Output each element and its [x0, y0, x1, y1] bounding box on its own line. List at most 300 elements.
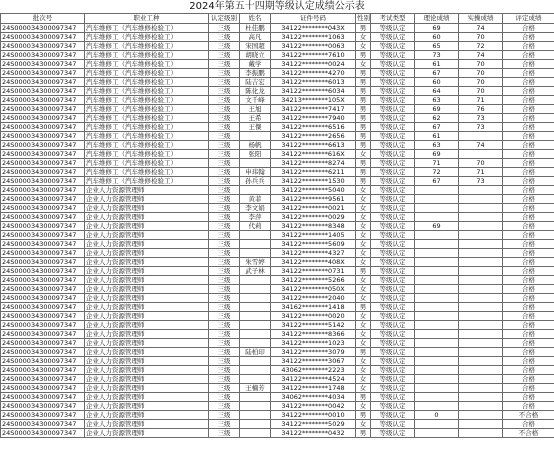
exam-type-cell: 等级认定 — [371, 96, 415, 105]
batch-cell: 24S000034300097347 — [1, 159, 85, 168]
table-row — [1, 177, 554, 186]
practical-score-cell — [459, 213, 503, 222]
gender-cell: 男 — [356, 168, 371, 177]
id-number-cell: 34122********6516 — [271, 123, 356, 132]
batch-cell: 24S000034300097347 — [1, 402, 85, 411]
table-row — [1, 294, 554, 303]
practical-score-cell — [459, 366, 503, 375]
gender-cell: 男 — [356, 87, 371, 96]
occupation-cell: 企业人力资源管理师 — [85, 276, 209, 285]
level-cell: 三级 — [209, 78, 240, 87]
practical-score-cell: 70 — [459, 159, 503, 168]
gender-cell: 女 — [356, 213, 371, 222]
practical-score-cell — [459, 429, 503, 438]
level-cell: 三级 — [209, 375, 240, 384]
exam-type-cell: 等级认定 — [371, 195, 415, 204]
result-cell: 合格 — [503, 24, 554, 33]
result-cell: 不合格 — [503, 429, 554, 438]
exam-type-cell: 等级认定 — [371, 168, 415, 177]
name-cell — [240, 240, 271, 249]
name-cell — [240, 321, 271, 330]
result-cell: 合格 — [503, 276, 554, 285]
level-cell: 三级 — [209, 42, 240, 51]
gender-cell: 女 — [356, 258, 371, 267]
practical-score-cell — [459, 312, 503, 321]
id-number-cell: 34122********0010 — [271, 411, 356, 420]
gender-cell: 男 — [356, 96, 371, 105]
table-row — [1, 267, 554, 276]
practical-score-cell — [459, 240, 503, 249]
batch-cell: 24S000034300097347 — [1, 429, 85, 438]
practical-score-cell: 71 — [459, 96, 503, 105]
level-cell: 三级 — [209, 114, 240, 123]
result-cell: 合格 — [503, 186, 554, 195]
batch-cell: 24S000034300097347 — [1, 375, 85, 384]
name-cell: 武子林 — [240, 267, 271, 276]
theory-score-cell — [415, 195, 459, 204]
practical-score-cell: 70 — [459, 60, 503, 69]
level-cell: 三级 — [209, 105, 240, 114]
table-row — [1, 141, 554, 150]
table-row — [1, 240, 554, 249]
level-cell: 三级 — [209, 330, 240, 339]
gender-cell: 女 — [356, 420, 371, 429]
exam-type-cell: 等级认定 — [371, 375, 415, 384]
exam-type-cell: 等级认定 — [371, 204, 415, 213]
id-number-cell: 34122********0731 — [271, 267, 356, 276]
occupation-cell: 企业人力资源管理师 — [85, 285, 209, 294]
level-cell: 三级 — [209, 312, 240, 321]
result-cell: 合格 — [503, 222, 554, 231]
id-number-cell: 34122********8348 — [271, 222, 356, 231]
occupation-cell: 汽车维修工（汽车维修检验工） — [85, 159, 209, 168]
table-row — [1, 402, 554, 411]
exam-type-cell: 等级认定 — [371, 249, 415, 258]
batch-cell: 24S000034300097347 — [1, 231, 85, 240]
batch-cell: 24S000034300097347 — [1, 411, 85, 420]
practical-score-cell — [459, 195, 503, 204]
level-cell: 三级 — [209, 186, 240, 195]
practical-score-cell — [459, 150, 503, 159]
theory-score-cell — [415, 339, 459, 348]
name-cell: 宋国超 — [240, 42, 271, 51]
name-cell: 孙兵兵 — [240, 177, 271, 186]
batch-cell: 24S000034300097347 — [1, 213, 85, 222]
level-cell: 三级 — [209, 231, 240, 240]
exam-type-cell: 等级认定 — [371, 411, 415, 420]
batch-cell: 24S000034300097347 — [1, 330, 85, 339]
exam-type-cell: 等级认定 — [371, 231, 415, 240]
gender-cell: 女 — [356, 384, 371, 393]
name-cell — [240, 249, 271, 258]
name-cell — [240, 231, 271, 240]
header-row — [1, 14, 554, 24]
result-cell: 合格 — [503, 348, 554, 357]
occupation-cell: 企业人力资源管理师 — [85, 402, 209, 411]
name-cell — [240, 294, 271, 303]
table-row — [1, 384, 554, 393]
result-cell: 合格 — [503, 384, 554, 393]
practical-score-cell: 70 — [459, 69, 503, 78]
gender-cell: 男 — [356, 348, 371, 357]
gender-cell: 女 — [356, 231, 371, 240]
gender-cell: 男 — [356, 159, 371, 168]
result-cell: 合格 — [503, 330, 554, 339]
gender-cell: 女 — [356, 204, 371, 213]
batch-cell: 24S000034300097347 — [1, 321, 85, 330]
practical-score-cell — [459, 357, 503, 366]
table-row — [1, 159, 554, 168]
theory-score-cell: 60 — [415, 33, 459, 42]
batch-cell: 24S000034300097347 — [1, 312, 85, 321]
batch-cell: 24S000034300097347 — [1, 141, 85, 150]
exam-type-cell: 等级认定 — [371, 87, 415, 96]
batch-cell: 24S000034300097347 — [1, 33, 85, 42]
occupation-cell: 汽车维修工（汽车维修检验工） — [85, 33, 209, 42]
practical-score-cell — [459, 375, 503, 384]
id-number-cell: 34122********616X — [271, 150, 356, 159]
name-cell — [240, 429, 271, 438]
exam-type-cell: 等级认定 — [371, 276, 415, 285]
column-header-gender: 性别 — [357, 14, 370, 22]
occupation-cell: 企业人力资源管理师 — [85, 384, 209, 393]
batch-cell: 24S000034300097347 — [1, 357, 85, 366]
practical-score-cell: 74 — [459, 24, 503, 33]
gender-cell: 男 — [356, 78, 371, 87]
exam-type-cell: 等级认定 — [371, 294, 415, 303]
id-number-cell: 34122********6211 — [271, 168, 356, 177]
exam-type-cell: 等级认定 — [371, 267, 415, 276]
batch-cell: 24S000034300097347 — [1, 195, 85, 204]
practical-score-cell — [459, 330, 503, 339]
result-cell: 合格 — [503, 303, 554, 312]
occupation-cell: 企业人力资源管理师 — [85, 312, 209, 321]
theory-score-cell: 62 — [415, 114, 459, 123]
gender-cell: 女 — [356, 366, 371, 375]
table-body — [1, 24, 554, 438]
id-number-cell: 34122********3079 — [271, 348, 356, 357]
occupation-cell: 汽车维修工（汽车维修检验工） — [85, 150, 209, 159]
exam-type-cell: 等级认定 — [371, 141, 415, 150]
level-cell: 三级 — [209, 123, 240, 132]
table-row — [1, 312, 554, 321]
result-cell: 合格 — [503, 258, 554, 267]
exam-type-cell: 等级认定 — [371, 42, 415, 51]
id-number-cell: 34122********043X — [271, 24, 356, 33]
batch-cell: 24S000034300097347 — [1, 393, 85, 402]
occupation-cell: 汽车维修工（汽车维修检验工） — [85, 69, 209, 78]
table-row — [1, 69, 554, 78]
practical-score-cell — [459, 132, 503, 141]
level-cell: 三级 — [209, 168, 240, 177]
occupation-cell: 汽车维修工（汽车维修检验工） — [85, 132, 209, 141]
gender-cell: 女 — [356, 150, 371, 159]
name-cell: 黄菲 — [240, 195, 271, 204]
id-number-cell: 34213********105X — [271, 96, 356, 105]
table-row — [1, 375, 554, 384]
table-row — [1, 303, 554, 312]
name-cell — [240, 330, 271, 339]
level-cell: 三级 — [209, 294, 240, 303]
id-number-cell: 34122********050X — [271, 285, 356, 294]
batch-cell: 24S000034300097347 — [1, 78, 85, 87]
batch-cell: 24S000034300097347 — [1, 150, 85, 159]
exam-type-cell: 等级认定 — [371, 186, 415, 195]
level-cell: 三级 — [209, 393, 240, 402]
result-cell: 合格 — [503, 123, 554, 132]
name-cell — [240, 393, 271, 402]
batch-cell: 24S000034300097347 — [1, 123, 85, 132]
table-row — [1, 393, 554, 402]
column-header-name: 姓名 — [240, 14, 271, 24]
table-row — [1, 123, 554, 132]
gender-cell: 男 — [356, 177, 371, 186]
gender-cell: 女 — [356, 402, 371, 411]
name-cell: 杨帆 — [240, 141, 271, 150]
gender-cell: 女 — [356, 33, 371, 42]
table-row — [1, 258, 554, 267]
name-cell — [240, 132, 271, 141]
level-cell: 三级 — [209, 429, 240, 438]
batch-cell: 24S000034300097347 — [1, 51, 85, 60]
exam-type-cell: 等级认定 — [371, 105, 415, 114]
practical-score-cell — [459, 231, 503, 240]
exam-type-cell: 等级认定 — [371, 303, 415, 312]
exam-type-cell: 等级认定 — [371, 78, 415, 87]
result-cell: 合格 — [503, 141, 554, 150]
level-cell: 三级 — [209, 195, 240, 204]
gender-cell: 女 — [356, 222, 371, 231]
id-number-cell: 34122********408X — [271, 258, 356, 267]
result-cell: 合格 — [503, 321, 554, 330]
theory-score-cell: 67 — [415, 177, 459, 186]
occupation-cell: 汽车维修工（汽车维修检验工） — [85, 105, 209, 114]
table-row — [1, 114, 554, 123]
gender-cell: 男 — [356, 105, 371, 114]
level-cell: 三级 — [209, 96, 240, 105]
id-number-cell: 34122********8366 — [271, 330, 356, 339]
result-cell: 合格 — [503, 105, 554, 114]
column-header-occupation: 职业工种 — [85, 14, 209, 24]
theory-score-cell — [415, 402, 459, 411]
level-cell: 三级 — [209, 60, 240, 69]
id-number-cell: 43062********2223 — [271, 366, 356, 375]
table-row — [1, 339, 554, 348]
level-cell: 三级 — [209, 51, 240, 60]
column-header-id-number: 证件号码 — [271, 14, 356, 24]
occupation-cell: 企业人力资源管理师 — [85, 303, 209, 312]
theory-score-cell — [415, 231, 459, 240]
gender-cell: 男 — [356, 69, 371, 78]
result-cell: 合格 — [503, 312, 554, 321]
theory-score-cell — [415, 357, 459, 366]
id-number-cell: 34122********8274 — [271, 159, 356, 168]
gender-cell: 女 — [356, 321, 371, 330]
id-number-cell: 34122********6613 — [271, 141, 356, 150]
theory-score-cell — [415, 240, 459, 249]
level-cell: 三级 — [209, 159, 240, 168]
id-number-cell: 34122********5040 — [271, 186, 356, 195]
occupation-cell: 企业人力资源管理师 — [85, 240, 209, 249]
practical-score-cell — [459, 222, 503, 231]
table-row — [1, 285, 554, 294]
practical-score-cell: 74 — [459, 141, 503, 150]
occupation-cell: 企业人力资源管理师 — [85, 195, 209, 204]
exam-type-cell: 等级认定 — [371, 348, 415, 357]
id-number-cell: 34122********7940 — [271, 114, 356, 123]
table-row — [1, 366, 554, 375]
result-cell: 合格 — [503, 42, 554, 51]
table-row — [1, 231, 554, 240]
name-cell — [240, 366, 271, 375]
occupation-cell: 企业人力资源管理师 — [85, 420, 209, 429]
batch-cell: 24S000034300097347 — [1, 60, 85, 69]
id-number-cell: 34122********4270 — [271, 69, 356, 78]
result-cell: 合格 — [503, 159, 554, 168]
table-row — [1, 42, 554, 51]
id-number-cell: 34122********4327 — [271, 249, 356, 258]
result-cell: 合格 — [503, 240, 554, 249]
name-cell: 王楠芳 — [240, 384, 271, 393]
level-cell: 三级 — [209, 258, 240, 267]
theory-score-cell — [415, 312, 459, 321]
level-cell: 三级 — [209, 411, 240, 420]
practical-score-cell — [459, 411, 503, 420]
batch-cell: 24S000034300097347 — [1, 276, 85, 285]
level-cell: 三级 — [209, 321, 240, 330]
result-cell: 合格 — [503, 294, 554, 303]
practical-score-cell — [459, 267, 503, 276]
theory-score-cell — [415, 375, 459, 384]
name-cell: 文千峰 — [240, 96, 271, 105]
result-cell: 合格 — [503, 204, 554, 213]
level-cell: 三级 — [209, 33, 240, 42]
exam-type-cell: 等级认定 — [371, 33, 415, 42]
id-number-cell: 34122********1748 — [271, 384, 356, 393]
table-row — [1, 186, 554, 195]
batch-cell: 24S000034300097347 — [1, 249, 85, 258]
exam-type-cell: 等级认定 — [371, 312, 415, 321]
occupation-cell: 汽车维修工（汽车维修检验工） — [85, 60, 209, 69]
exam-type-cell: 等级认定 — [371, 339, 415, 348]
practical-score-cell — [459, 186, 503, 195]
gender-cell: 女 — [356, 249, 371, 258]
result-cell: 合格 — [503, 267, 554, 276]
table-row — [1, 51, 554, 60]
theory-score-cell — [415, 366, 459, 375]
practical-score-cell — [459, 393, 503, 402]
id-number-cell: 34122********0029 — [271, 213, 356, 222]
exam-type-cell: 等级认定 — [371, 420, 415, 429]
gender-cell: 女 — [356, 312, 371, 321]
level-cell: 三级 — [209, 141, 240, 150]
occupation-cell: 汽车维修工（汽车维修检验工） — [85, 168, 209, 177]
result-cell: 不合格 — [503, 411, 554, 420]
name-cell: 王旭 — [240, 105, 271, 114]
occupation-cell: 企业人力资源管理师 — [85, 258, 209, 267]
name-cell: 胡晓立 — [240, 51, 271, 60]
gender-cell: 男 — [356, 393, 371, 402]
result-cell: 合格 — [503, 393, 554, 402]
name-cell: 张阳 — [240, 150, 271, 159]
exam-type-cell: 等级认定 — [371, 258, 415, 267]
occupation-cell: 企业人力资源管理师 — [85, 321, 209, 330]
exam-type-cell: 等级认定 — [371, 114, 415, 123]
name-cell — [240, 357, 271, 366]
batch-cell: 24S000034300097347 — [1, 222, 85, 231]
level-cell: 三级 — [209, 24, 240, 33]
column-header-batch: 批次号 — [1, 14, 85, 24]
column-header-level: 认定级别 — [209, 14, 240, 24]
occupation-cell: 企业人力资源管理师 — [85, 393, 209, 402]
occupation-cell: 企业人力资源管理师 — [85, 267, 209, 276]
theory-score-cell — [415, 303, 459, 312]
column-header-exam-type: 考试类型 — [371, 14, 415, 24]
occupation-cell: 企业人力资源管理师 — [85, 429, 209, 438]
gender-cell: 男 — [356, 411, 371, 420]
practical-score-cell: 73 — [459, 123, 503, 132]
table-row — [1, 429, 554, 438]
exam-type-cell: 等级认定 — [371, 393, 415, 402]
name-cell: 李文娟 — [240, 204, 271, 213]
gender-cell: 女 — [356, 330, 371, 339]
batch-cell: 24S000034300097347 — [1, 339, 85, 348]
result-cell: 合格 — [503, 150, 554, 159]
occupation-cell: 企业人力资源管理师 — [85, 411, 209, 420]
id-number-cell: 34122********0020 — [271, 312, 356, 321]
gender-cell: 女 — [356, 60, 371, 69]
gender-cell: 女 — [356, 195, 371, 204]
id-number-cell: 34122********2040 — [271, 294, 356, 303]
table-row — [1, 96, 554, 105]
level-cell: 三级 — [209, 357, 240, 366]
column-header-theory-score: 理论成绩 — [415, 14, 459, 24]
occupation-cell: 企业人力资源管理师 — [85, 357, 209, 366]
level-cell: 三级 — [209, 303, 240, 312]
id-number-cell: 34062********4034 — [271, 393, 356, 402]
practical-score-cell — [459, 339, 503, 348]
id-number-cell: 34122********5609 — [271, 240, 356, 249]
level-cell: 三级 — [209, 204, 240, 213]
result-cell: 合格 — [503, 285, 554, 294]
theory-score-cell: 69 — [415, 24, 459, 33]
occupation-cell: 企业人力资源管理师 — [85, 375, 209, 384]
theory-score-cell — [415, 186, 459, 195]
table-row — [1, 213, 554, 222]
practical-score-cell — [459, 348, 503, 357]
table-row — [1, 33, 554, 42]
name-cell — [240, 276, 271, 285]
id-number-cell: 34122********4524 — [271, 375, 356, 384]
theory-score-cell: 69 — [415, 150, 459, 159]
exam-type-cell: 等级认定 — [371, 429, 415, 438]
batch-cell: 24S000034300097347 — [1, 42, 85, 51]
name-cell — [240, 186, 271, 195]
name-cell — [240, 285, 271, 294]
name-cell: 陆吉宏 — [240, 78, 271, 87]
practical-score-cell — [459, 420, 503, 429]
theory-score-cell — [415, 420, 459, 429]
result-cell: 合格 — [503, 402, 554, 411]
exam-type-cell: 等级认定 — [371, 60, 415, 69]
theory-score-cell — [415, 348, 459, 357]
occupation-cell: 企业人力资源管理师 — [85, 366, 209, 375]
practical-score-cell — [459, 249, 503, 258]
exam-type-cell: 等级认定 — [371, 384, 415, 393]
theory-score-cell: 72 — [415, 168, 459, 177]
gender-cell: 女 — [356, 276, 371, 285]
theory-score-cell: 67 — [415, 123, 459, 132]
